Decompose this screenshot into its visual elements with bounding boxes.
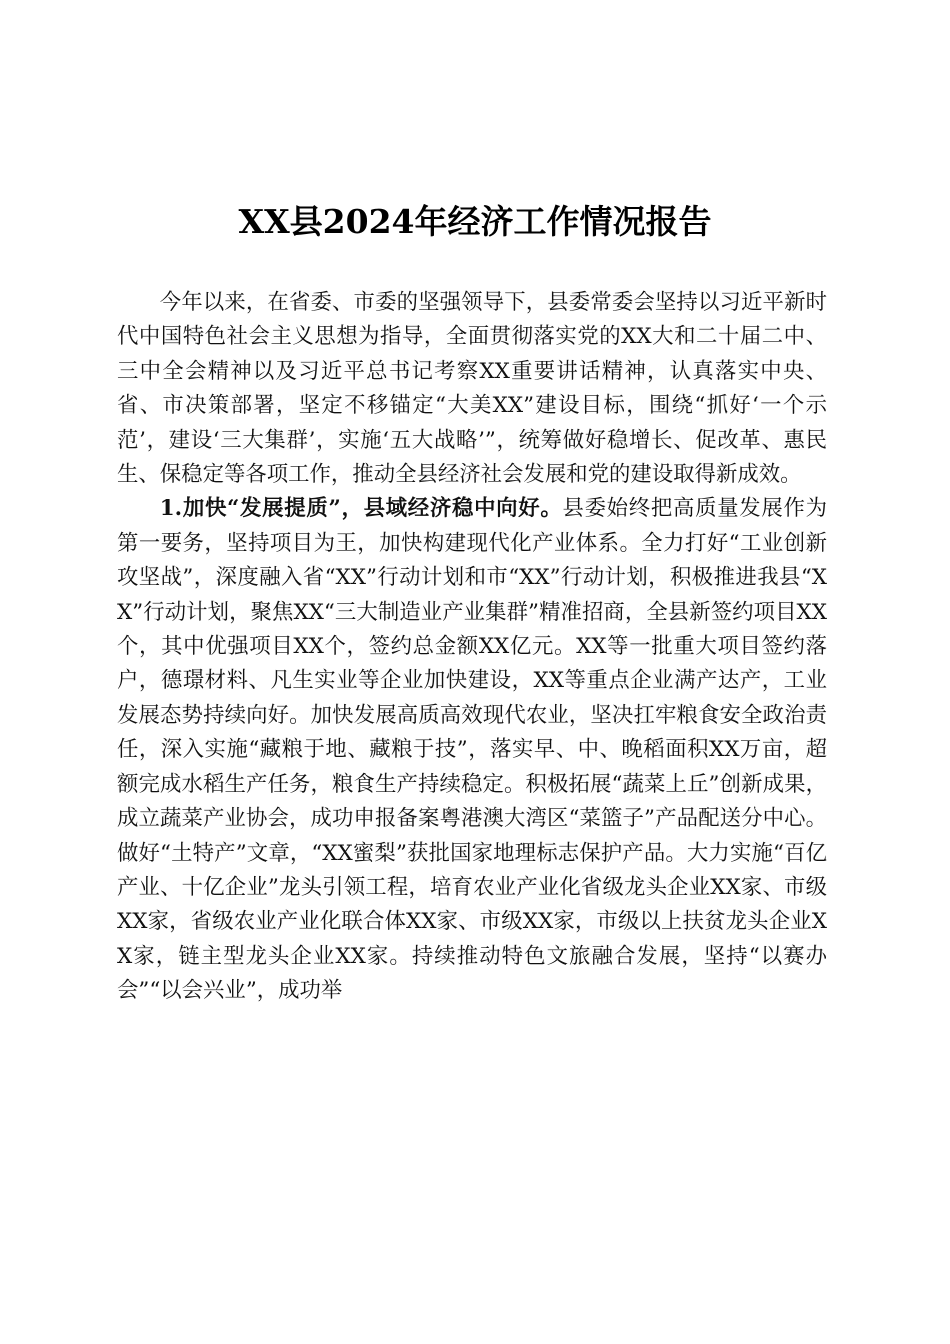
- document-title: XX县2024年经济工作情况报告: [238, 202, 712, 241]
- intro-paragraph: 今年以来，在省委、市委的坚强领导下，县委常委会坚持以习近平新时代中国特色社会主义思想为指导，全面贯彻落实党的XX大和二十届二中、三中全会精神以及习近平总书记考察XX重要讲话精神，认真落实中央、省、市决策部署，坚定不移锚定“大美XX”建设目标，围绕“抓好‘一个示范’，建设‘三大集群’，实施‘五大战略’”，统筹做好稳增长、促改革、惠民生、保稳定等各项工作，推动全县经济社会发展和党的建设取得新成效。: [117, 290, 827, 488]
- section-1-paragraph: [117, 492, 827, 1008]
- section-1-heading: 1.加快“发展提质”，县域经济稳中向好。: [159, 496, 563, 522]
- section-1-text: 县委始终把高质量发展作为第一要务，坚持项目为王，加快构建现代化产业体系。全力打好“工业创新攻坚战”，深度融入省“XX”行动计划和市“XX”行动计划，积极推进我县“XX”行动计划，聚焦XX“三大制造业产业集群”精准招商，全县新签约项目XX个，其中优强项目XX个，签约总金额XX亿元。XX等一批重大项目签约落户，德璟材料、凡生实业等企业加快建设，XX等重点企业满产达产，工业发展态势持续向好。加快发展高质高效现代农业，坚决扛牢粮食安全政治责任，深入实施“藏粮于地、藏粮于技”，落实早、中、晚稻面积XX万亩，超额完成水稻生产任务，粮食生产持续稳定。积极拓展“蔬菜上丘”创新成果，成立蔬菜产业协会，成功申报备案粤港澳大湾区“菜篮子”产品配送分中心。做好“土特产”文章，“XX蜜梨”获批国家地理标志保护产品。大力实施“百亿产业、十亿企业”龙头引领工程，培育农业产业化省级龙头企业XX家、市级XX家，省级农业产业化联合体XX家、市级XX家，市级以上扶贫龙头企业XX家，链主型龙头企业XX家。持续推动特色文旅融合发展，坚持“以赛办会”“以会兴业”，成功举: [117, 496, 827, 1004]
- document-body: [117, 286, 827, 1009]
